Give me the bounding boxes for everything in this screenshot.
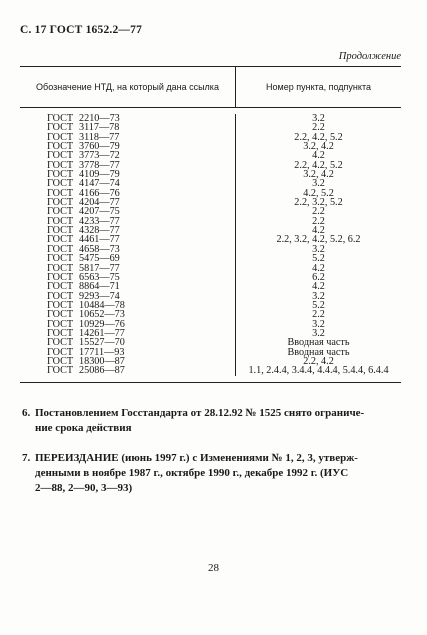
standard-prefix: ГОСТ <box>47 318 74 330</box>
standard-number: 3778—77 <box>79 159 120 171</box>
standard-prefix: ГОСТ <box>47 187 74 199</box>
table-row-clause: 2.2, 3.2, 5.2 <box>294 197 343 209</box>
table-row-clause: 3.2, 4.2 <box>303 169 334 181</box>
page-number: 28 <box>208 562 219 574</box>
standard-prefix: ГОСТ <box>47 290 74 302</box>
standard-prefix: ГОСТ <box>47 262 74 274</box>
table-row-clause: 6.2 <box>312 271 325 283</box>
standard-prefix: ГОСТ <box>47 141 74 153</box>
table-row-clause: 2.2 <box>312 206 325 218</box>
standard-number: 4166—76 <box>79 187 120 199</box>
standard-number: 3118—77 <box>79 131 120 143</box>
table-row-clause: 4.2 <box>312 281 325 293</box>
table-row-clause: 4.2 <box>312 225 325 237</box>
table-row-clause: 2.2 <box>312 309 325 321</box>
standard-number: 2210—73 <box>79 113 120 124</box>
clause-column <box>236 114 401 376</box>
table-row-clause: 4.2 <box>312 150 325 162</box>
note-text-line: ние срока действия <box>35 422 132 434</box>
table-row-clause: 3.2 <box>312 243 325 255</box>
standard-prefix: ГОСТ <box>47 299 74 311</box>
standard-number: 25086—87 <box>79 365 125 377</box>
standard-number: 5817—77 <box>79 262 120 274</box>
page-header: С. 17 ГОСТ 1652.2—77 <box>20 24 143 36</box>
table-row-clause: 3.2 <box>312 178 325 190</box>
continued-label: Продолжение <box>338 51 401 62</box>
standard-prefix: ГОСТ <box>47 355 74 367</box>
table-row-clause: 2.2, 4.2, 5.2 <box>294 131 343 143</box>
table-row-document <box>20 366 235 375</box>
note-number: 6. <box>22 407 31 419</box>
table-row-clause: 2.2, 4.2, 5.2 <box>294 159 343 171</box>
standard-number: 4204—77 <box>79 197 120 209</box>
table-row-clause: 5.2 <box>312 299 325 311</box>
standard-prefix: ГОСТ <box>47 215 74 227</box>
standard-number: 4233—77 <box>79 215 120 227</box>
note-text-line: 2—88, 2—90, 3—93) <box>35 482 133 494</box>
table-row-clause: 4.2, 5.2 <box>303 187 334 199</box>
standard-prefix: ГОСТ <box>47 131 74 143</box>
standard-number: 14261—77 <box>79 327 125 339</box>
standard-prefix: ГОСТ <box>47 225 74 237</box>
column-header-document: Обозначение НТД, на который дана ссылка <box>20 67 236 107</box>
table-row-clause: Вводная часть <box>287 337 350 349</box>
standard-prefix: ГОСТ <box>47 337 74 349</box>
table-row-clause: 3.2 <box>312 318 325 330</box>
standard-prefix: ГОСТ <box>47 178 74 190</box>
standard-prefix: ГОСТ <box>47 197 74 209</box>
standard-prefix: ГОСТ <box>47 122 74 134</box>
standard-prefix: ГОСТ <box>47 271 74 283</box>
table-row-clause: 3.2 <box>312 327 325 339</box>
note-number: 7. <box>22 452 31 464</box>
standard-number: 4461—77 <box>79 234 120 246</box>
table-header <box>20 67 401 108</box>
note-text-line: Постановлением Госстандарта от 28.12.92 № 1525 снято ограниче- <box>35 407 365 419</box>
standard-number: 17711—93 <box>79 346 125 358</box>
standard-prefix: ГОСТ <box>47 253 74 265</box>
note-text-line: ПЕРЕИЗДАНИЕ (июнь 1997 г.) с Изменениями № 1, 2, 3, утверж- <box>35 452 358 464</box>
standard-prefix: ГОСТ <box>47 309 74 321</box>
table-row-clause: 2.2, 3.2, 4.2, 5.2, 6.2 <box>276 234 361 246</box>
standard-prefix: ГОСТ <box>47 159 74 171</box>
standard-number: 4658—73 <box>79 243 120 255</box>
table-row-clause: 4.2 <box>312 262 325 274</box>
standard-prefix: ГОСТ <box>47 243 74 255</box>
note-6 <box>22 406 402 436</box>
table-row-clause: 2.2, 4.2 <box>303 355 334 367</box>
standard-prefix: ГОСТ <box>47 150 74 162</box>
note-text-line: денными в ноябре 1987 г., октябре 1990 г., декабре 1992 г. (ИУС <box>35 467 349 479</box>
note-7 <box>22 451 402 496</box>
reference-table <box>20 66 401 383</box>
table-body <box>20 108 401 382</box>
standard-number: 3760—79 <box>79 141 120 153</box>
standard-prefix: ГОСТ <box>47 281 74 293</box>
standard-number: 6563—75 <box>79 271 120 283</box>
document-column <box>20 114 236 376</box>
standard-number: 15527—70 <box>79 337 125 349</box>
standard-prefix: ГОСТ <box>47 206 74 218</box>
table-row-clause: 3.2 <box>312 290 325 302</box>
standard-number: 3773—72 <box>79 150 120 162</box>
table-row-clause: 3.2, 4.2 <box>303 141 334 153</box>
standard-number: 10484—78 <box>79 299 125 311</box>
standard-number: 4147—74 <box>79 178 120 190</box>
standard-prefix: ГОСТ <box>47 234 74 246</box>
standard-prefix: ГОСТ <box>47 169 74 181</box>
column-header-clause: Номер пункта, подпункта <box>266 82 371 92</box>
standard-prefix: ГОСТ <box>47 113 74 124</box>
standard-number: 4109—79 <box>79 169 120 181</box>
standard-number: 10929—76 <box>79 318 125 330</box>
standard-number: 8864—71 <box>79 281 120 293</box>
standard-number: 4207—75 <box>79 206 120 218</box>
table-row-clause: 3.2 <box>312 113 325 124</box>
standard-number: 3117—78 <box>79 122 120 134</box>
standard-number: 9293—74 <box>79 290 120 302</box>
table-row-clause: Вводная часть <box>287 346 350 358</box>
standard-prefix: ГОСТ <box>47 365 74 377</box>
table-row-clause: 1.1, 2.4.4, 3.4.4, 4.4.4, 5.4.4, 6.4.4 <box>248 365 389 377</box>
standard-number: 5475—69 <box>79 253 120 265</box>
table-row-clause: 2.2 <box>312 215 325 227</box>
standard-number: 10652—73 <box>79 309 125 321</box>
standard-number: 18300—87 <box>79 355 125 367</box>
table-row-clause: 5.2 <box>312 253 325 265</box>
standard-prefix: ГОСТ <box>47 346 74 358</box>
table-row-clause: 2.2 <box>312 122 325 134</box>
standard-prefix: ГОСТ <box>47 327 74 339</box>
standard-number: 4328—77 <box>79 225 120 237</box>
